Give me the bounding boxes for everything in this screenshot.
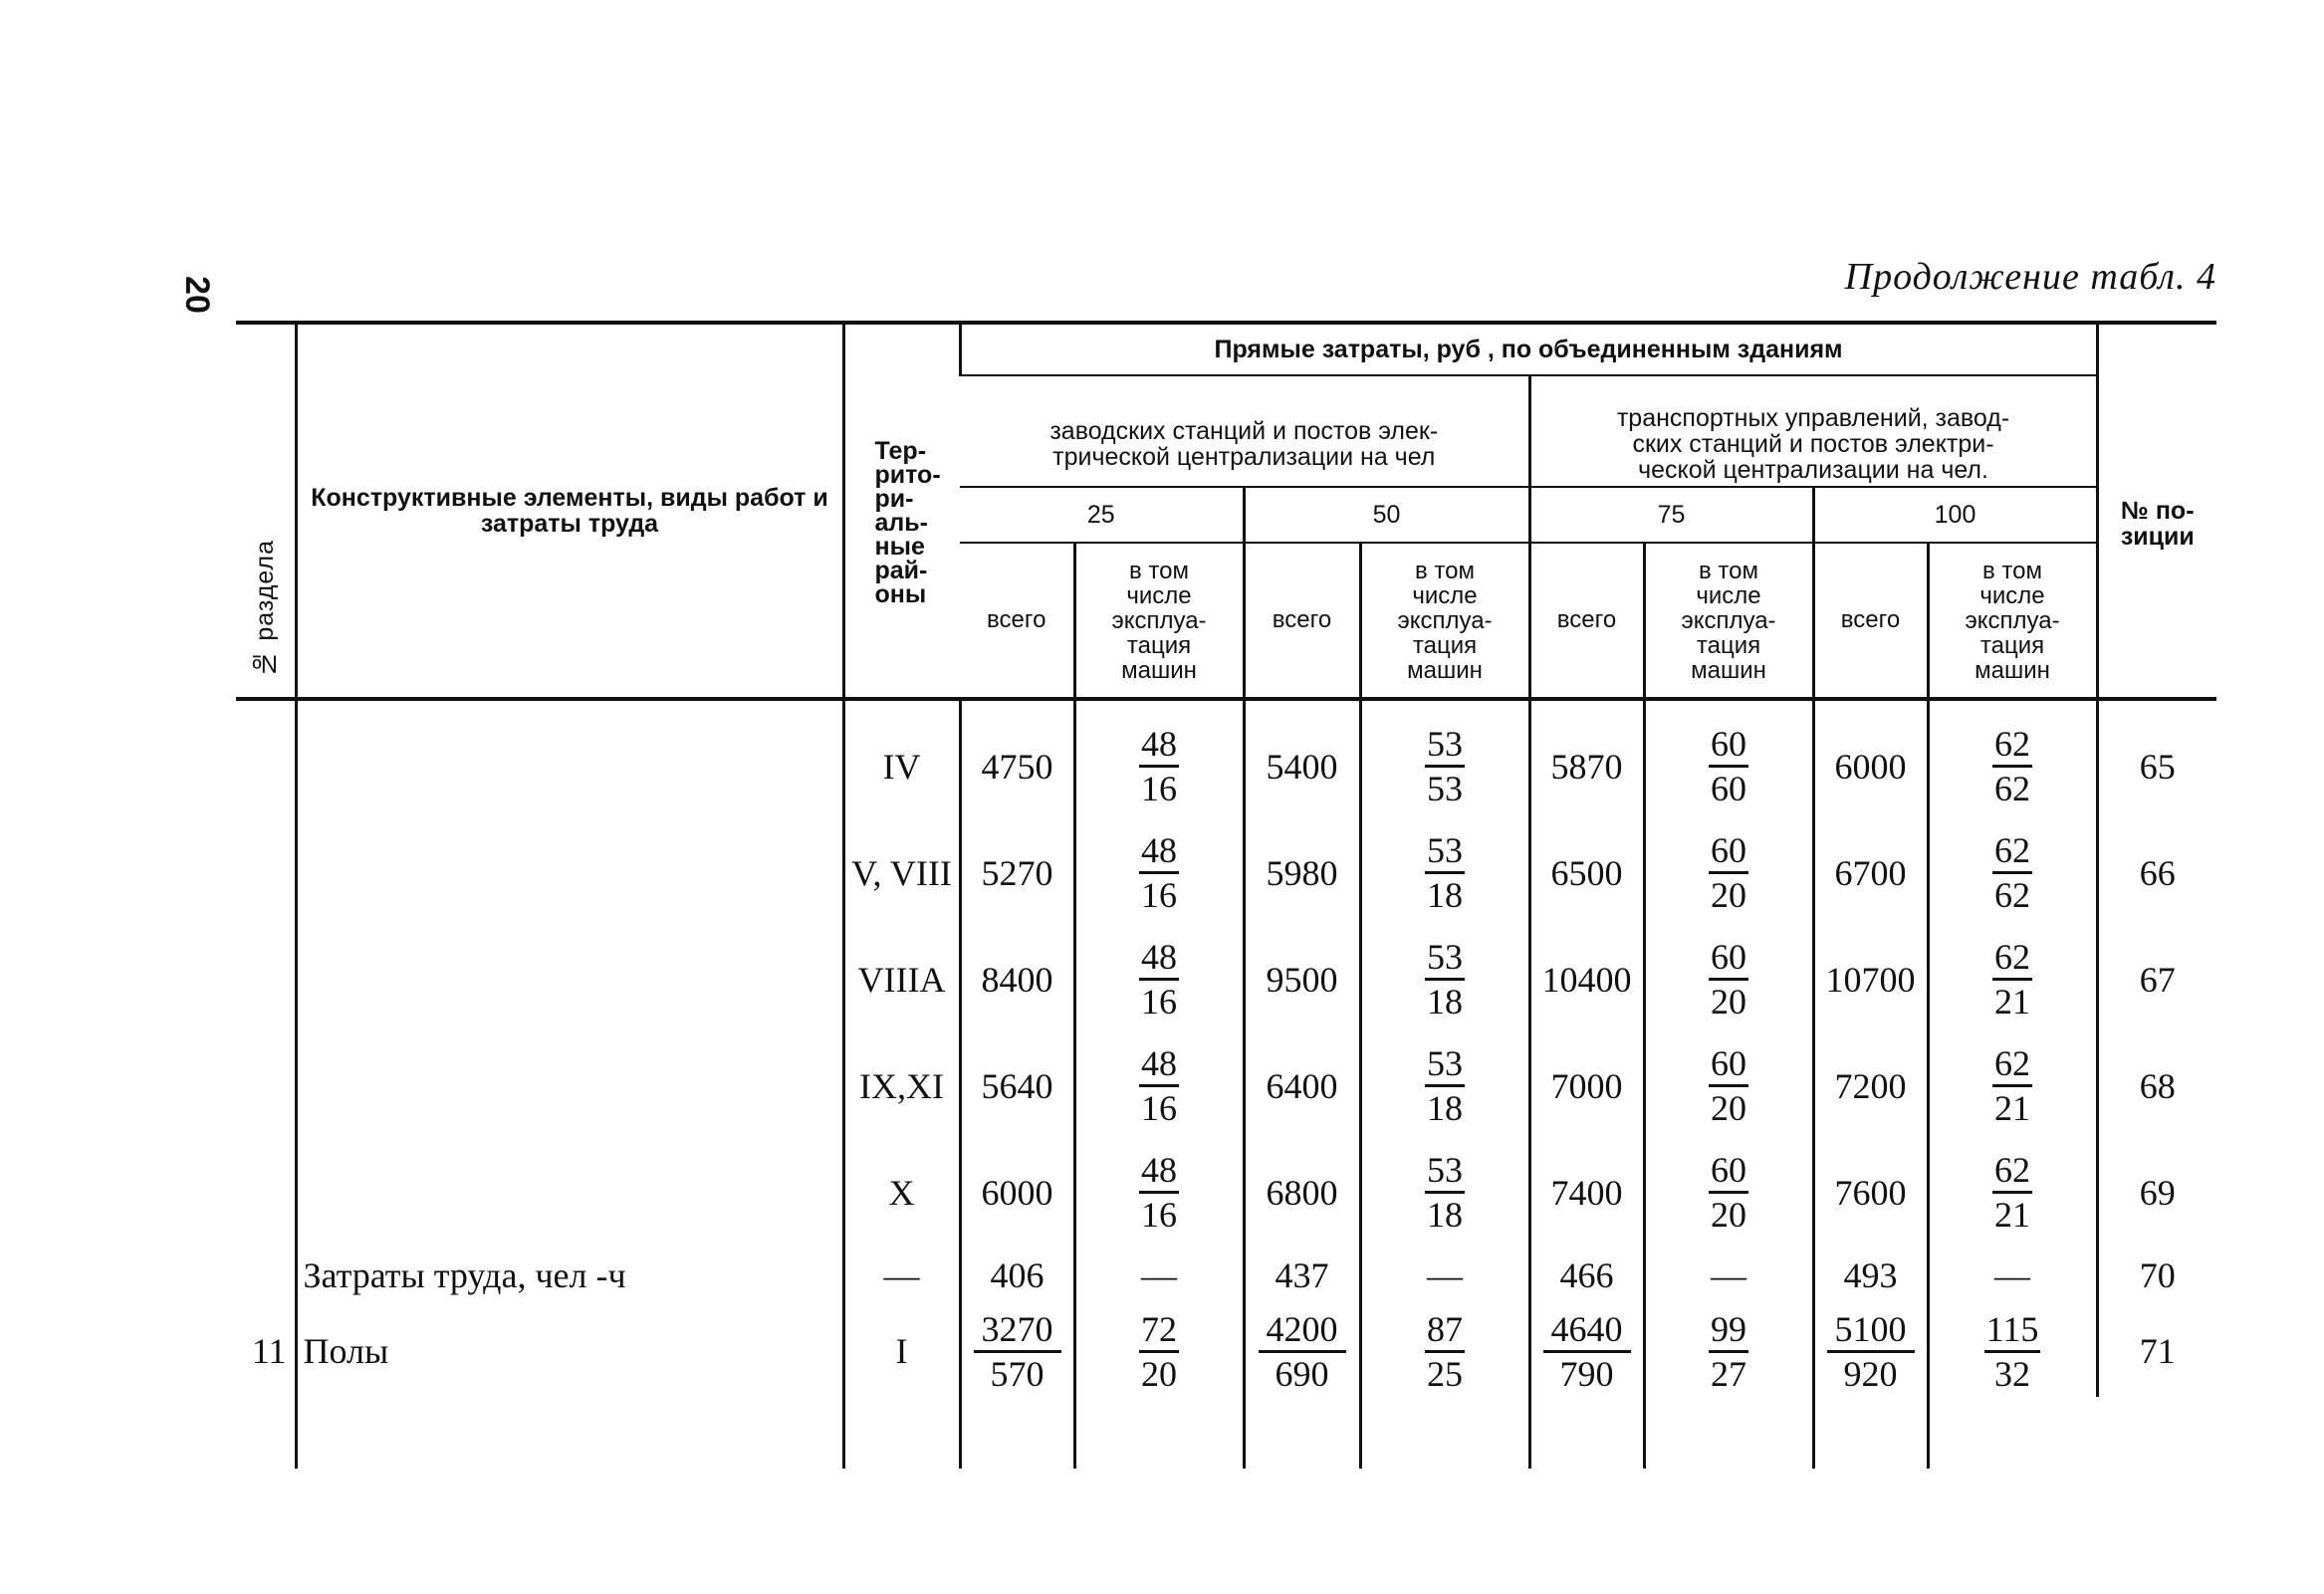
total-25-cell: 8400 <box>960 926 1074 1032</box>
total-100-cell: 6700 <box>1813 819 1928 926</box>
total-75-cell: 7400 <box>1529 1139 1644 1246</box>
region-cell: X <box>843 1139 960 1246</box>
empty-cell <box>2097 1397 2216 1469</box>
fraction-denominator: 20 <box>1711 982 1746 1022</box>
total-100-cell: 493 <box>1813 1246 1928 1305</box>
header-group-transport-text: транспортных управлений, завод- ских станций и постов электри- ческой централизации на чел. <box>1616 404 2010 484</box>
table-row <box>236 926 2216 1032</box>
header-group-factory-text: заводских станций и постов элек- трической централизации на чел <box>1049 417 1439 471</box>
header-capacity-25 <box>960 487 1244 543</box>
total-100-cell: 7600 <box>1813 1139 1928 1246</box>
total-50-cell <box>1244 1305 1360 1397</box>
fraction-denominator: 21 <box>1994 1195 2031 1235</box>
total-75-cell: 466 <box>1529 1246 1644 1305</box>
fraction <box>1139 1310 1179 1393</box>
header-region <box>843 323 960 699</box>
labor-row <box>236 1246 2216 1305</box>
empty-cell <box>1074 1397 1244 1469</box>
labor-name-cell: Затраты труда, чел -ч <box>296 1246 843 1305</box>
machines-100-cell <box>1928 1139 2097 1246</box>
header-machines-50: в том числе эксплуа- тация машин <box>1360 543 1529 699</box>
fraction-numerator: 3270 <box>974 1310 1061 1353</box>
machines-25-cell <box>1074 819 1244 926</box>
fraction-numerator: 62 <box>1992 831 2032 874</box>
fraction-numerator: 48 <box>1139 725 1179 768</box>
total-25-cell <box>960 1305 1074 1397</box>
capacity-50-text: 50 <box>1372 501 1401 529</box>
empty-cell <box>296 1397 843 1469</box>
fraction-denominator: 20 <box>1711 1195 1746 1235</box>
header-capacity-50 <box>1244 487 1529 543</box>
position-cell: 69 <box>2097 1139 2216 1246</box>
fraction-denominator: 16 <box>1141 1195 1177 1235</box>
fraction <box>1992 725 2032 807</box>
machines-50-cell <box>1360 1139 1529 1246</box>
total-25-cell: 406 <box>960 1246 1074 1305</box>
fraction-numerator: 53 <box>1425 725 1465 768</box>
total-50-cell: 9500 <box>1244 926 1360 1032</box>
fraction <box>1425 725 1465 807</box>
fraction-numerator: 60 <box>1709 1044 1748 1087</box>
empty-cell <box>1529 1397 1644 1469</box>
section-number-cell <box>236 1032 296 1139</box>
fraction <box>1992 938 2032 1021</box>
empty-cell <box>1928 1397 2097 1469</box>
machines-100-cell <box>1928 926 2097 1032</box>
machines-50-cell <box>1360 926 1529 1032</box>
fraction-denominator: 27 <box>1711 1353 1746 1394</box>
machines-50-cell <box>1360 699 1529 819</box>
fraction-denominator: 20 <box>1141 1353 1177 1394</box>
total-100-cell: 6000 <box>1813 699 1928 819</box>
empty-cell <box>1644 1397 1813 1469</box>
fraction-denominator: 18 <box>1427 875 1463 915</box>
fraction-numerator: 53 <box>1425 831 1465 874</box>
fraction <box>1709 1310 1748 1393</box>
fraction-numerator: 4640 <box>1543 1310 1631 1353</box>
empty-cell <box>1244 1397 1360 1469</box>
header-capacity-75 <box>1529 487 1813 543</box>
fraction-numerator: 62 <box>1992 1044 2032 1087</box>
machines-25-cell <box>1074 1139 1244 1246</box>
empty-cell <box>960 1397 1074 1469</box>
total-100-cell <box>1813 1305 1928 1397</box>
table-row <box>236 819 2216 926</box>
fraction <box>1709 831 1748 914</box>
header-total-75: всего <box>1529 543 1644 699</box>
fraction <box>974 1310 1061 1393</box>
filler-row <box>236 1397 2216 1469</box>
total-75-cell: 5870 <box>1529 699 1644 819</box>
fraction-denominator: 32 <box>1994 1353 2030 1394</box>
region-cell: V, VIII <box>843 819 960 926</box>
empty-cell <box>1813 1397 1928 1469</box>
fraction-numerator: 48 <box>1139 1151 1179 1194</box>
cost-table <box>236 321 2216 1469</box>
machines-75-cell <box>1644 819 1813 926</box>
fraction-numerator: 60 <box>1709 938 1748 981</box>
fraction-numerator: 53 <box>1425 938 1465 981</box>
fraction-denominator: 62 <box>1994 875 2031 915</box>
fraction-denominator: 570 <box>990 1353 1045 1394</box>
fraction-numerator: 62 <box>1992 938 2032 981</box>
fraction-denominator: 62 <box>1994 769 2031 808</box>
table-row <box>236 1139 2216 1246</box>
fraction <box>1984 1310 2041 1393</box>
machines-100-cell <box>1928 699 2097 819</box>
floor-row <box>236 1305 2216 1397</box>
total-50-cell: 437 <box>1244 1246 1360 1305</box>
region-cell: — <box>843 1246 960 1305</box>
element-name-cell <box>296 1032 843 1139</box>
machines-75-cell <box>1644 1305 1813 1397</box>
table-row <box>236 1032 2216 1139</box>
machines-25-cell <box>1074 926 1244 1032</box>
fraction-numerator: 60 <box>1709 831 1748 874</box>
fraction-denominator: 18 <box>1427 982 1463 1022</box>
header-position <box>2097 323 2216 699</box>
total-75-cell <box>1529 1305 1644 1397</box>
machines-100-cell <box>1928 1032 2097 1139</box>
fraction-numerator: 87 <box>1425 1310 1465 1353</box>
fraction-denominator: 20 <box>1711 1088 1746 1128</box>
position-cell: 68 <box>2097 1032 2216 1139</box>
header-position-text: № по- зиции <box>2120 497 2195 551</box>
empty-cell <box>843 1397 960 1469</box>
position-cell: 66 <box>2097 819 2216 926</box>
fraction <box>1709 725 1748 807</box>
header-section-number-text: № раздела <box>251 540 280 678</box>
capacity-75-text: 75 <box>1657 501 1686 529</box>
total-25-cell: 5640 <box>960 1032 1074 1139</box>
section-number-cell <box>236 1246 296 1305</box>
fraction-denominator: 21 <box>1994 982 2031 1022</box>
element-name-cell <box>296 1139 843 1246</box>
header-group-factory <box>960 375 1529 487</box>
total-100-cell: 10700 <box>1813 926 1928 1032</box>
fraction-denominator: 16 <box>1141 875 1177 915</box>
fraction-denominator: 16 <box>1141 1088 1177 1128</box>
header-group-transport <box>1529 375 2097 487</box>
fraction-numerator: 62 <box>1992 725 2032 768</box>
fraction <box>1139 938 1179 1021</box>
region-cell: I <box>843 1305 960 1397</box>
fraction <box>1425 938 1465 1021</box>
fraction-denominator: 20 <box>1711 875 1746 915</box>
header-total-50: всего <box>1244 543 1360 699</box>
fraction <box>1259 1310 1346 1393</box>
section-number-cell <box>236 819 296 926</box>
fraction <box>1992 1151 2032 1234</box>
header-machines-25: в том числе эксплуа- тация машин <box>1074 543 1244 699</box>
continuation-caption: Продолжение табл. 4 <box>1844 256 2216 298</box>
fraction-numerator: 48 <box>1139 938 1179 981</box>
header-elements <box>296 323 843 699</box>
header-direct-costs <box>960 323 2097 375</box>
total-100-cell: 7200 <box>1813 1032 1928 1139</box>
fraction <box>1425 1044 1465 1127</box>
fraction <box>1139 1151 1179 1234</box>
machines-75-cell <box>1644 1139 1813 1246</box>
fraction-denominator: 920 <box>1843 1353 1898 1394</box>
section-number-cell <box>236 1139 296 1246</box>
empty-cell <box>236 1397 296 1469</box>
fraction <box>1709 938 1748 1021</box>
fraction-denominator: 25 <box>1427 1353 1463 1394</box>
table-header <box>236 323 2216 699</box>
fraction-denominator: 18 <box>1427 1088 1463 1128</box>
capacity-100-text: 100 <box>1934 501 1976 529</box>
fraction <box>1139 725 1179 807</box>
fraction-numerator: 115 <box>1984 1310 2041 1353</box>
table-row <box>236 699 2216 819</box>
region-cell: VIIIA <box>843 926 960 1032</box>
fraction <box>1139 1044 1179 1127</box>
position-cell: 67 <box>2097 926 2216 1032</box>
fraction <box>1827 1310 1915 1393</box>
fraction <box>1543 1310 1631 1393</box>
fraction-numerator: 72 <box>1139 1310 1179 1353</box>
fraction-numerator: 53 <box>1425 1044 1465 1087</box>
position-cell: 71 <box>2097 1305 2216 1397</box>
machines-50-cell <box>1360 819 1529 926</box>
fraction-numerator: 48 <box>1139 831 1179 874</box>
machines-100-cell: — <box>1928 1246 2097 1305</box>
total-75-cell: 7000 <box>1529 1032 1644 1139</box>
fraction-numerator: 60 <box>1709 1151 1748 1194</box>
fraction <box>1425 1310 1465 1393</box>
fraction-numerator: 53 <box>1425 1151 1465 1194</box>
total-25-cell: 6000 <box>960 1139 1074 1246</box>
page-number: 20 <box>178 276 217 314</box>
fraction <box>1709 1151 1748 1234</box>
header-section-number <box>236 323 296 699</box>
total-25-cell: 4750 <box>960 699 1074 819</box>
header-elements-text: Конструктивные элементы, виды работ и затраты труда <box>311 484 828 538</box>
header-total-25: всего <box>960 543 1074 699</box>
total-50-cell: 5400 <box>1244 699 1360 819</box>
section-number-cell <box>236 926 296 1032</box>
fraction <box>1992 831 2032 914</box>
empty-cell <box>1360 1397 1529 1469</box>
total-75-cell: 6500 <box>1529 819 1644 926</box>
machines-75-cell <box>1644 699 1813 819</box>
header-region-text: Тер- рито- ри- аль- ные рай- оны <box>874 437 941 608</box>
fraction-numerator: 4200 <box>1259 1310 1346 1353</box>
machines-25-cell <box>1074 699 1244 819</box>
region-cell: IV <box>843 699 960 819</box>
element-name-cell <box>296 926 843 1032</box>
table-body <box>236 699 2216 1469</box>
section-number-cell <box>236 699 296 819</box>
header-direct-costs-text: Прямые затраты, руб , по объединенным зданиям <box>1214 336 1843 363</box>
position-cell: 70 <box>2097 1246 2216 1305</box>
total-25-cell: 5270 <box>960 819 1074 926</box>
machines-50-cell: — <box>1360 1246 1529 1305</box>
total-50-cell: 5980 <box>1244 819 1360 926</box>
fraction-numerator: 60 <box>1709 725 1748 768</box>
fraction-denominator: 60 <box>1711 769 1746 808</box>
machines-25-cell <box>1074 1305 1244 1397</box>
machines-75-cell: — <box>1644 1246 1813 1305</box>
fraction-numerator: 99 <box>1709 1310 1748 1353</box>
total-75-cell: 10400 <box>1529 926 1644 1032</box>
fraction-denominator: 53 <box>1427 769 1463 808</box>
machines-75-cell <box>1644 926 1813 1032</box>
fraction-numerator: 48 <box>1139 1044 1179 1087</box>
position-cell: 65 <box>2097 699 2216 819</box>
machines-100-cell <box>1928 819 2097 926</box>
header-capacity-100 <box>1813 487 2097 543</box>
fraction-denominator: 16 <box>1141 769 1177 808</box>
machines-50-cell <box>1360 1032 1529 1139</box>
fraction-denominator: 790 <box>1559 1353 1614 1394</box>
floor-name-cell: Полы <box>296 1305 843 1397</box>
machines-25-cell <box>1074 1032 1244 1139</box>
machines-50-cell <box>1360 1305 1529 1397</box>
fraction-denominator: 690 <box>1275 1353 1329 1394</box>
section-number-cell: 11 <box>251 1331 287 1371</box>
fraction-denominator: 16 <box>1141 982 1177 1022</box>
machines-75-cell <box>1644 1032 1813 1139</box>
fraction-numerator: 5100 <box>1827 1310 1915 1353</box>
machines-100-cell <box>1928 1305 2097 1397</box>
fraction-denominator: 21 <box>1994 1088 2031 1128</box>
header-machines-75: в том числе эксплуа- тация машин <box>1644 543 1813 699</box>
capacity-25-text: 25 <box>1086 501 1115 529</box>
fraction <box>1709 1044 1748 1127</box>
region-cell: IX,XI <box>843 1032 960 1139</box>
header-machines-100: в том числе эксплуа- тация машин <box>1928 543 2097 699</box>
total-50-cell: 6400 <box>1244 1032 1360 1139</box>
fraction-numerator: 62 <box>1992 1151 2032 1194</box>
machines-25-cell: — <box>1074 1246 1244 1305</box>
fraction <box>1139 831 1179 914</box>
fraction-denominator: 18 <box>1427 1195 1463 1235</box>
fraction <box>1992 1044 2032 1127</box>
element-name-cell <box>296 819 843 926</box>
element-name-cell <box>296 699 843 819</box>
total-50-cell: 6800 <box>1244 1139 1360 1246</box>
fraction <box>1425 1151 1465 1234</box>
header-total-100: всего <box>1813 543 1928 699</box>
fraction <box>1425 831 1465 914</box>
